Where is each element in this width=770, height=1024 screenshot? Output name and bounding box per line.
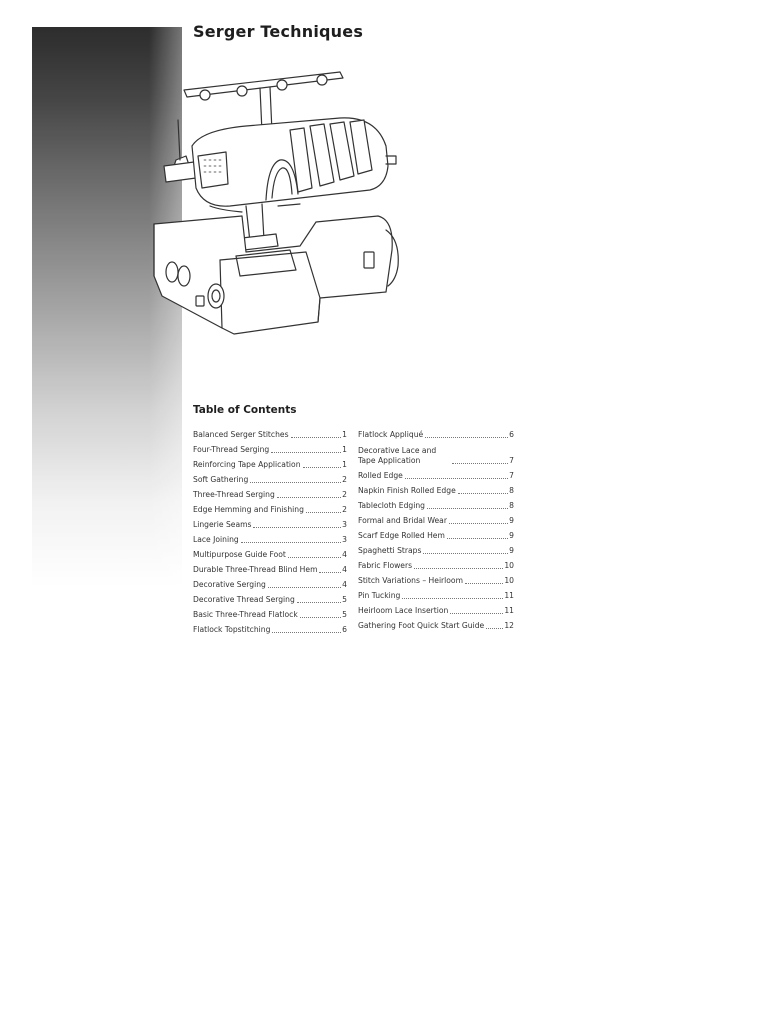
toc-entry xyxy=(358,541,514,556)
toc-entry xyxy=(193,485,347,500)
toc-entry-page: 10 xyxy=(504,576,514,585)
toc-entry-page: 4 xyxy=(342,565,347,574)
toc-column-left xyxy=(193,425,347,635)
toc-entry xyxy=(193,515,347,530)
toc-entry-page: 4 xyxy=(342,580,347,589)
toc-entry-page: 12 xyxy=(504,621,514,630)
toc-entry xyxy=(358,466,514,481)
toc-entry xyxy=(193,545,347,560)
toc-entry-page: 9 xyxy=(509,516,514,525)
toc-entry-title: Napkin Finish Rolled Edge xyxy=(358,486,456,495)
toc-entry xyxy=(193,455,347,470)
toc-leader-dots xyxy=(458,492,508,494)
toc-leader-dots xyxy=(450,612,503,614)
toc-leader-dots xyxy=(414,567,503,569)
toc-entry-page: 5 xyxy=(342,610,347,619)
toc-entry-title: Decorative Thread Serging xyxy=(193,595,295,604)
toc-leader-dots xyxy=(423,552,508,554)
toc-entry-title: Decorative Serging xyxy=(193,580,266,589)
toc-entry-page: 4 xyxy=(342,550,347,559)
toc-entry-title: Durable Three-Thread Blind Hem xyxy=(193,565,318,574)
toc-entry-page: 2 xyxy=(342,505,347,514)
toc-leader-dots xyxy=(300,616,341,618)
toc-entry-page: 7 xyxy=(509,456,514,465)
toc-leader-dots xyxy=(447,537,508,539)
toc-entry xyxy=(193,590,347,605)
toc-entry-page: 10 xyxy=(504,561,514,570)
toc-entry xyxy=(358,526,514,541)
toc-entry-page: 8 xyxy=(509,486,514,495)
toc-entry-title: Reinforcing Tape Application xyxy=(193,460,301,469)
toc-column-right xyxy=(358,425,514,631)
toc-entry-page: 6 xyxy=(509,430,514,439)
toc-leader-dots xyxy=(277,496,341,498)
toc-leader-dots xyxy=(268,586,341,588)
toc-entry xyxy=(358,601,514,616)
page-title: Serger Techniques xyxy=(193,22,364,41)
toc-entry-title: Spaghetti Straps xyxy=(358,546,422,555)
toc-entry-title: Rolled Edge xyxy=(358,471,403,480)
toc-entry xyxy=(193,440,347,455)
toc-entry-page: 11 xyxy=(504,606,514,615)
toc-entry-page: 9 xyxy=(509,531,514,540)
toc-entry-page: 9 xyxy=(509,546,514,555)
toc-leader-dots xyxy=(449,522,508,524)
toc-entry-title: Pin Tucking xyxy=(358,591,401,600)
toc-entry xyxy=(193,605,347,620)
toc-entry xyxy=(358,481,514,496)
toc-entry-title: Lace Joining xyxy=(193,535,239,544)
toc-entry-title: Gathering Foot Quick Start Guide xyxy=(358,621,485,630)
toc-entry xyxy=(358,496,514,511)
toc-entry xyxy=(358,571,514,586)
toc-entry xyxy=(193,500,347,515)
toc-leader-dots xyxy=(291,436,342,438)
toc-entry-title: Balanced Serger Stitches xyxy=(193,430,289,439)
toc-entry-title: Basic Three-Thread Flatlock xyxy=(193,610,298,619)
toc-entry-title: Three-Thread Serging xyxy=(193,490,275,499)
toc-entry xyxy=(193,425,347,440)
toc-leader-dots xyxy=(402,597,503,599)
toc-leader-dots xyxy=(486,627,503,629)
toc-leader-dots xyxy=(303,466,342,468)
toc-leader-dots xyxy=(405,477,508,479)
toc-entry-page: 8 xyxy=(509,501,514,510)
toc-entry-page: 1 xyxy=(342,460,347,469)
toc-entry xyxy=(193,560,347,575)
toc-leader-dots xyxy=(272,631,341,633)
toc-entry xyxy=(193,470,347,485)
toc-entry-title: Heirloom Lace Insertion xyxy=(358,606,449,615)
toc-entry-page: 7 xyxy=(509,471,514,480)
toc-entry-page: 2 xyxy=(342,475,347,484)
toc-heading: Table of Contents xyxy=(193,404,297,416)
toc-entry-title: Soft Gathering xyxy=(193,475,249,484)
toc-leader-dots xyxy=(306,511,341,513)
toc-entry-page: 2 xyxy=(342,490,347,499)
toc-leader-dots xyxy=(271,451,341,453)
toc-entry-title: Stitch Variations – Heirloom xyxy=(358,576,463,585)
toc-entry-page: 5 xyxy=(342,595,347,604)
toc-leader-dots xyxy=(297,601,341,603)
toc-leader-dots xyxy=(452,462,508,464)
toc-entry-title: Scarf Edge Rolled Hem xyxy=(358,531,445,540)
toc-entry-title: Formal and Bridal Wear xyxy=(358,516,447,525)
toc-entry xyxy=(193,530,347,545)
toc-entry xyxy=(358,440,514,466)
toc-entry-title: Lingerie Seams xyxy=(193,520,252,529)
toc-entry-page: 1 xyxy=(342,445,347,454)
toc-entry xyxy=(193,620,347,635)
toc-leader-dots xyxy=(250,481,341,483)
serger-machine-icon xyxy=(150,60,410,350)
toc-entry-page: 6 xyxy=(342,625,347,634)
toc-leader-dots xyxy=(425,436,508,438)
toc-entry xyxy=(358,556,514,571)
toc-leader-dots xyxy=(319,571,341,573)
toc-entry-title: Flatlock Topstitching xyxy=(193,625,271,634)
toc-entry-page: 3 xyxy=(342,520,347,529)
toc-entry-title: Tablecloth Edging xyxy=(358,501,425,510)
toc-entry-title: Edge Hemming and Finishing xyxy=(193,505,304,514)
toc-entry xyxy=(358,586,514,601)
toc-entry-page: 3 xyxy=(342,535,347,544)
toc-leader-dots xyxy=(253,526,341,528)
toc-entry-title: Flatlock Appliqué xyxy=(358,430,424,439)
toc-entry-title: Multipurpose Guide Foot xyxy=(193,550,286,559)
toc-entry-title: Four-Thread Serging xyxy=(193,445,270,454)
toc-entry-title: Decorative Lace and Tape Application xyxy=(358,446,437,465)
toc-leader-dots xyxy=(241,541,341,543)
toc-entry-page: 11 xyxy=(504,591,514,600)
toc-entry xyxy=(358,616,514,631)
toc-entry-page: 1 xyxy=(342,430,347,439)
toc-entry xyxy=(358,425,514,440)
toc-leader-dots xyxy=(465,582,503,584)
toc-leader-dots xyxy=(288,556,341,558)
toc-entry xyxy=(193,575,347,590)
toc-entry xyxy=(358,511,514,526)
toc-leader-dots xyxy=(427,507,508,509)
toc-entry-title: Fabric Flowers xyxy=(358,561,413,570)
